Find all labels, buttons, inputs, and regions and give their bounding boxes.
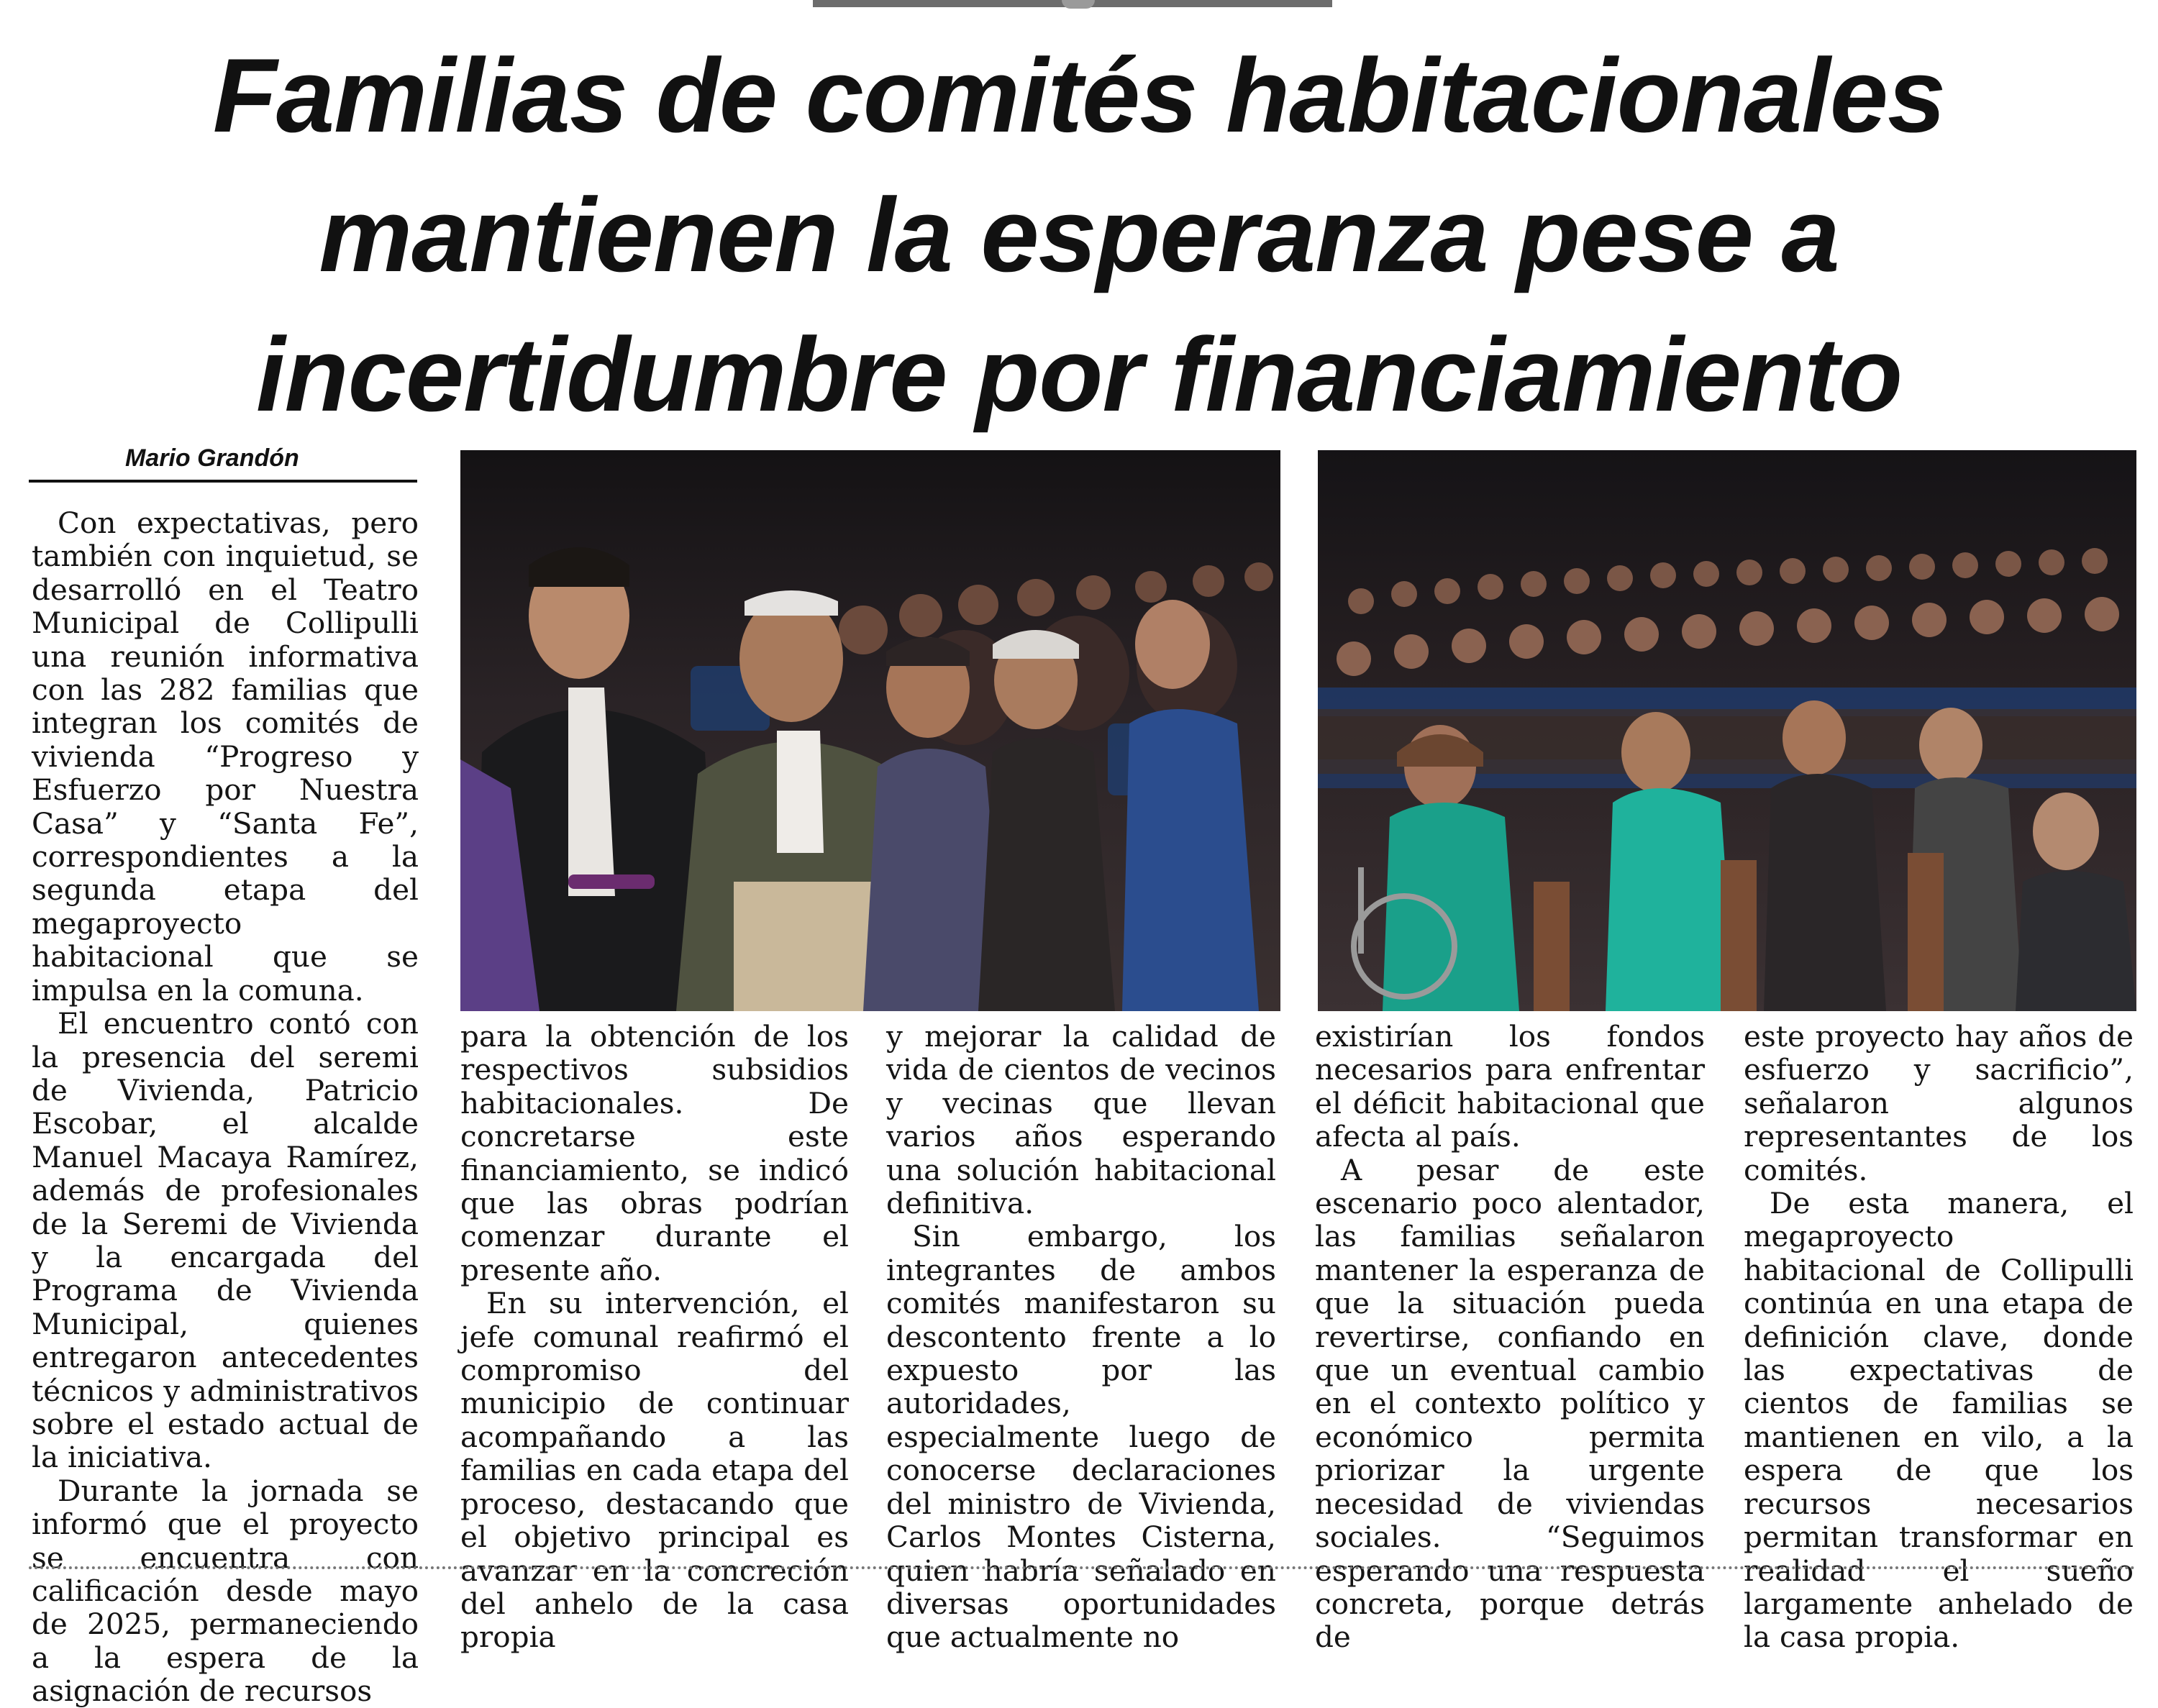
masthead-emblem-icon [1062, 0, 1095, 9]
headline-line: incertidumbre por financiamiento [255, 316, 1903, 433]
paragraph: Sin embargo, los integrantes de ambos comités manifestaron su descontento frente a lo expuesto por las autoridades, especialmente luego de conocerse declaraciones del ministro de Vivienda, Carlos Montes Cisterna, quien habría señalado en diversas oportunidades que actualmente no [886, 1219, 1276, 1655]
paragraph: De esta manera, el megaproyecto habitacional de Collipulli continúa en una etapa de definición clave, donde las expectativas de cientos de familias se mantienen en vilo, a la espera de que los recursos necesarios permitan transformar en realidad el sueño largamente anhelado de la casa propia. [1744, 1186, 2134, 1655]
headline [72, 26, 2086, 444]
article-column-2 [460, 1020, 849, 1654]
page-bottom-divider [29, 1566, 2136, 1569]
paragraph: En su intervención, el jefe comunal reafirmó el compromiso del municipio de continuar acompañando a las familias en cada etapa del proceso, destacando que el objetivo principal es avanzar en la concreción del anhelo de la casa propia [460, 1286, 849, 1655]
paragraph: A pesar de este escenario poco alentador, las familias señalaron mantener la esperanza de que la situación pueda revertirse, confiando en que un eventual cambio en el contexto político y económico permita priorizar la urgente necesidad de viviendas sociales. “Seguimos esperando una respuesta concreta, porque detrás de [1315, 1152, 1705, 1655]
paragraph: existirían los fondos necesarios para enfrentar el déficit habitacional que afecta al país. [1315, 1019, 1705, 1154]
photo-officials-front-row [460, 450, 1280, 1011]
paragraph: Durante la jornada se informó que el proyecto se encuentra con calificación desde mayo de 2025, permaneciendo a la espera de la asignación de recursos [32, 1473, 419, 1708]
article-column-5 [1744, 1020, 2134, 1654]
paragraph: Con expectativas, pero también con inquietud, se desarrolló en el Teatro Municipal de Collipulli una reunión informativa con las 282 familias que integran los comités de vivienda “Progreso y Esfuerzo por Nuestra Casa” y “Santa Fe”, correspondientes a la segunda etapa del megaproyecto habitacional que se impulsa en la comuna. [32, 506, 419, 1008]
photo-audience-theatre [1318, 450, 2136, 1011]
paragraph: para la obtención de los respectivos subsidios habitacionales. De concretarse este financiamiento, se indicó que las obras podrían comenzar durante el presente año. [460, 1019, 849, 1287]
article-column-1 [32, 506, 419, 1708]
paragraph: El encuentro contó con la presencia del seremi de Vivienda, Patricio Escobar, el alcalde Manuel Macaya Ramírez, además de profesionales de la Seremi de Vivienda y la encargada del Programa de Vivienda Municipal, quienes entregaron antecedentes técnicos y administrativos sobre el estado actual de la iniciativa. [32, 1006, 419, 1475]
paragraph: este proyecto hay años de esfuerzo y sacrificio”, señalaron algunos representantes de los comités. [1744, 1019, 2134, 1187]
headline-line: Familias de comités habitacionales [212, 37, 1946, 154]
headline-line: mantienen la esperanza pese a [319, 176, 1839, 293]
byline: Mario Grandón [29, 442, 417, 483]
paragraph: y mejorar la calidad de vida de cientos de vecinos y vecinas que llevan varios años esperando una solución habitacional definitiva. [886, 1019, 1276, 1221]
article-column-3 [886, 1020, 1276, 1654]
article-column-4 [1315, 1020, 1705, 1654]
